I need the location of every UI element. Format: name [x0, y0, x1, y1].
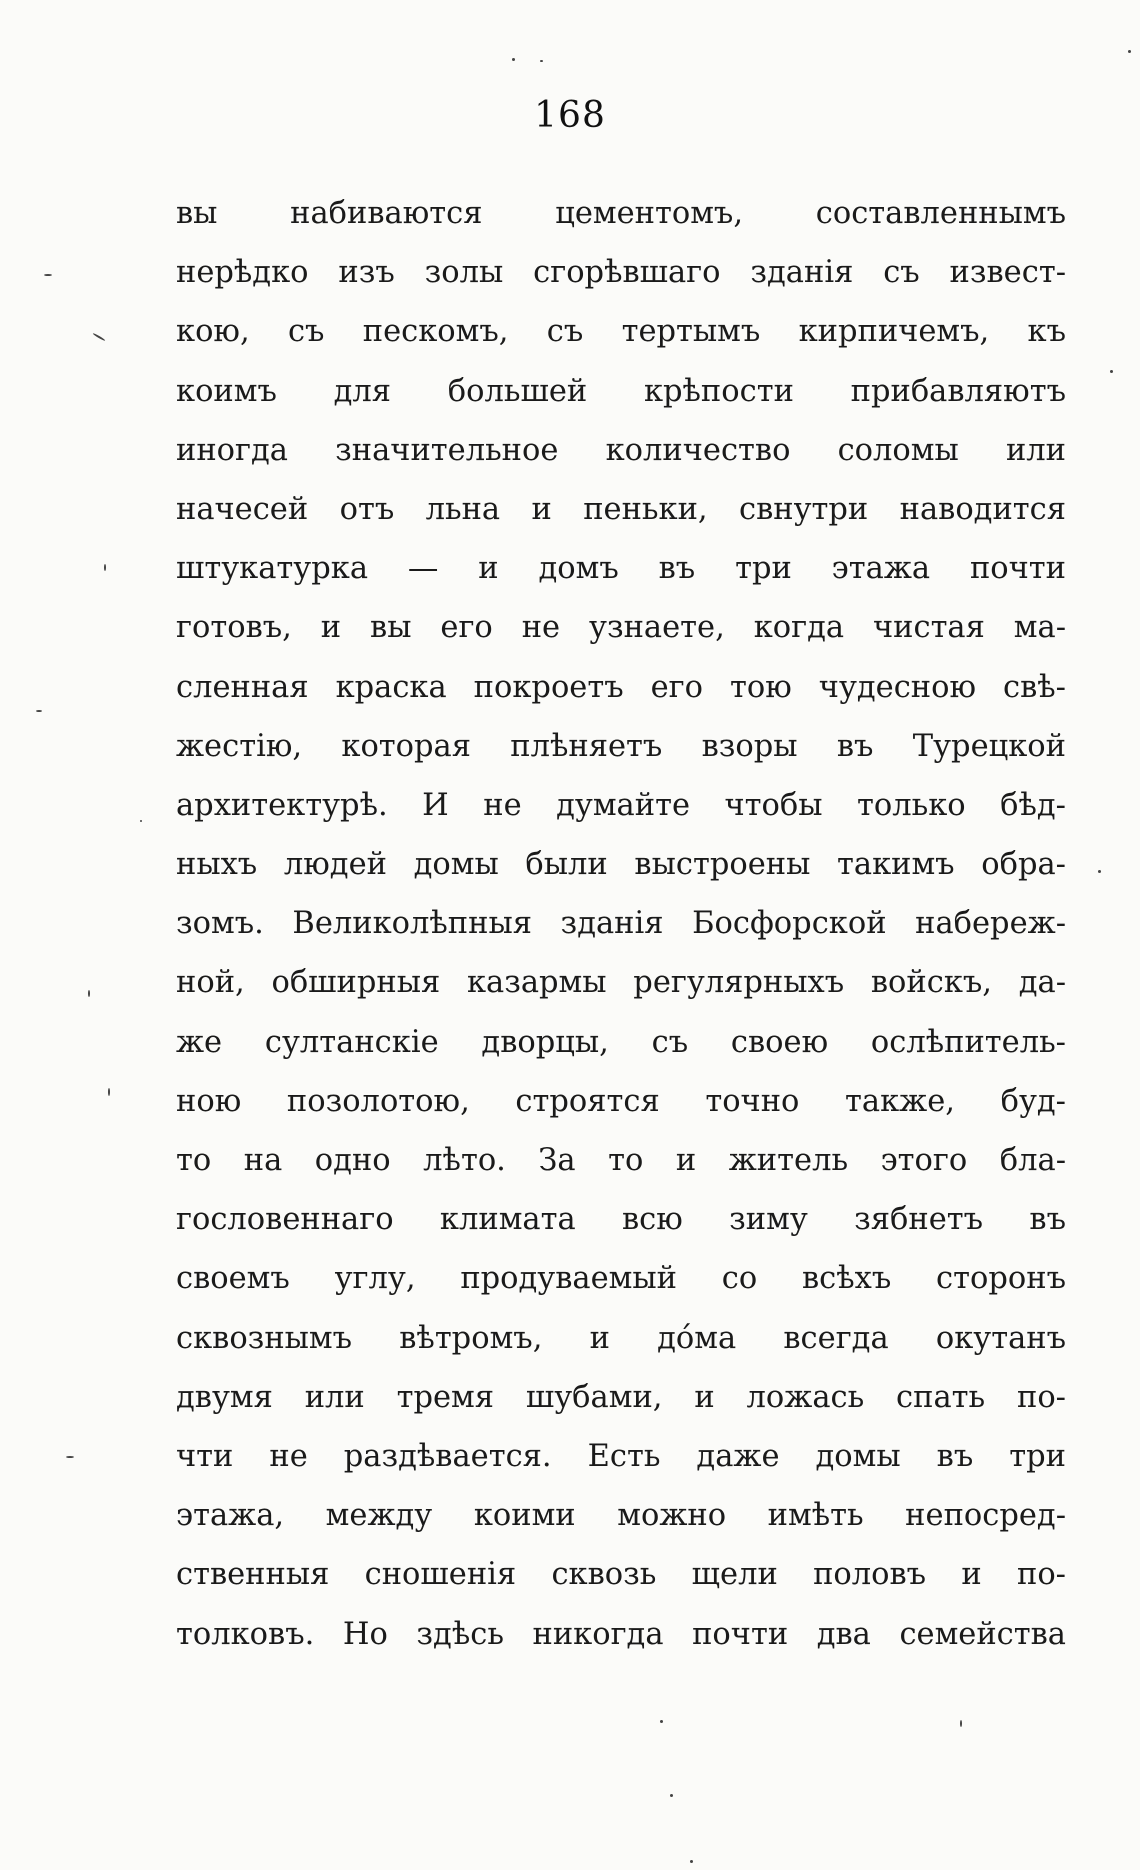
- scan-speck: [44, 274, 52, 276]
- scan-speck: [104, 564, 106, 571]
- text-line: кою, съ пескомъ, съ тертымъ кирпичемъ, къ: [176, 314, 1066, 350]
- scan-speck: [1110, 370, 1113, 373]
- scan-speck: [1128, 50, 1131, 53]
- scan-speck: [670, 1794, 673, 1797]
- text-line: ной, обширныя казармы регулярныхъ войскъ, да-: [176, 965, 1066, 1001]
- text-line: сленная краска покроетъ его тою чудесною свѣ-: [176, 669, 1066, 705]
- scan-speck: [540, 60, 543, 62]
- scan-speck: [88, 990, 90, 997]
- text-line: зомъ. Великолѣпныя зданія Босфорской набереж-: [176, 906, 1066, 942]
- scan-speck: [690, 1860, 693, 1863]
- text-line: сквознымъ вѣтромъ, и дóма всегда окутанъ: [176, 1320, 1066, 1356]
- text-line: нерѣдко изъ золы сгорѣвшаго зданія съ извест-: [176, 255, 1066, 291]
- text-line: готовъ, и вы его не узнаете, когда чистая ма-: [176, 610, 1066, 646]
- body-text: [176, 184, 1066, 1664]
- text-line: этажа, между коими можно имѣть непосред-: [176, 1498, 1066, 1534]
- text-line: архитектурѣ. И не думайте чтобы только бѣд-: [176, 787, 1066, 823]
- text-line: ною позолотою, строятся точно также, буд-: [176, 1083, 1066, 1119]
- text-line: начесей отъ льна и пеньки, свнутри наводится: [176, 491, 1066, 527]
- text-line: толковъ. Но здѣсь никогда почти два семейства: [176, 1616, 1066, 1652]
- text-line: иногда значительное количество соломы или: [176, 432, 1066, 468]
- scan-speck: [92, 333, 105, 342]
- text-line: штукатурка — и домъ въ три этажа почти: [176, 551, 1066, 587]
- text-line: двумя или тремя шубами, и ложась спать по-: [176, 1379, 1066, 1415]
- scan-speck: [108, 1088, 110, 1096]
- scan-speck: [960, 1720, 962, 1727]
- text-line: коимъ для большей крѣпости прибавляютъ: [176, 373, 1066, 409]
- text-line: вы набиваются цементомъ, составленнымъ: [176, 196, 1066, 231]
- scan-speck: [36, 710, 42, 712]
- scan-speck: [1098, 870, 1101, 873]
- scan-speck: [66, 1456, 74, 1458]
- text-line: то на одно лѣто. За то и житель этого бла-: [176, 1143, 1066, 1178]
- text-line: же султанскіе дворцы, съ своею ослѣпитель-: [176, 1024, 1066, 1060]
- text-line: своемъ углу, продуваемый со всѣхъ сторонъ: [176, 1261, 1066, 1297]
- page-number: 168: [534, 95, 606, 136]
- text-line: ственныя сношенія сквозь щели половъ и по-: [176, 1557, 1066, 1593]
- scan-speck: [512, 58, 515, 61]
- scan-speck: [140, 820, 142, 822]
- scan-speck: [660, 1720, 663, 1723]
- text-line: гословеннаго климата всю зиму зябнетъ въ: [176, 1202, 1066, 1238]
- text-line: чти не раздѣвается. Есть даже домы въ три: [176, 1438, 1066, 1474]
- text-line: ныхъ людей домы были выстроены такимъ обра-: [176, 847, 1066, 883]
- text-line: жестію, которая плѣняетъ взоры въ Турецкой: [176, 728, 1066, 764]
